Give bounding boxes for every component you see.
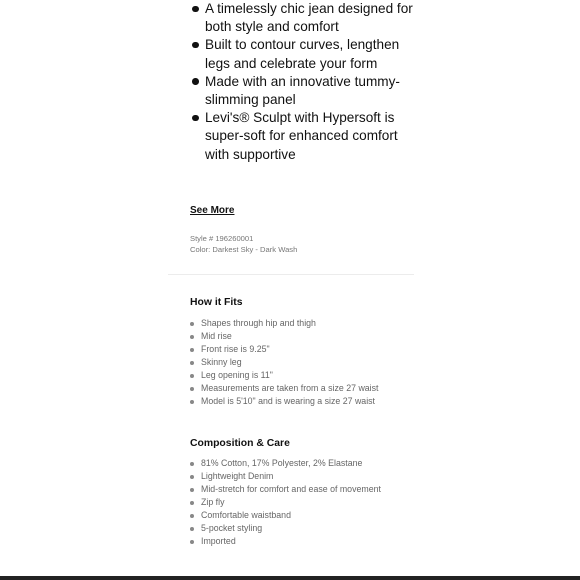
how-it-fits-title: How it Fits (190, 297, 243, 308)
bullet-icon (192, 6, 199, 13)
bullet-icon (190, 462, 194, 466)
composition-item-text: Imported (201, 536, 236, 546)
bullet-icon (190, 475, 194, 479)
composition-item-text: Lightweight Denim (201, 471, 274, 481)
section-divider (168, 274, 414, 275)
bullet-icon (190, 322, 194, 326)
list-item (190, 496, 410, 509)
composition-item-text: Comfortable waistband (201, 510, 291, 520)
fit-item-text: Measurements are taken from a size 27 waist (201, 383, 379, 393)
highlight-item (168, 0, 414, 36)
bullet-icon (190, 348, 194, 352)
highlight-text: Built to contour curves, lengthen legs and celebrate your form (205, 37, 400, 71)
list-item (190, 356, 410, 369)
list-item (190, 457, 410, 470)
bullet-icon (192, 78, 199, 85)
bullet-icon (190, 387, 194, 391)
composition-list (190, 457, 410, 548)
list-item (190, 382, 410, 395)
list-item (190, 343, 410, 356)
list-item (190, 535, 410, 548)
list-item (190, 317, 410, 330)
list-item (190, 395, 410, 408)
bottom-border (0, 576, 580, 580)
bullet-icon (190, 540, 194, 544)
bullet-icon (190, 514, 194, 518)
bullet-icon (192, 42, 199, 49)
highlight-text: A timelessly chic jean designed for both style and comfort (205, 1, 413, 35)
highlight-item (168, 73, 414, 109)
highlight-text: Made with an innovative tummy-slimming panel (205, 73, 400, 108)
fit-item-text: Front rise is 9.25" (201, 344, 270, 354)
composition-item-text: Zip fly (201, 497, 225, 507)
fit-item-text: Mid rise (201, 331, 232, 341)
list-item (190, 369, 410, 382)
list-item (190, 509, 410, 522)
style-number: Style # 196260001 (190, 234, 254, 243)
highlight-item (168, 109, 414, 164)
fit-item-text: Model is 5'10" and is wearing a size 27 waist (201, 396, 375, 406)
list-item (190, 470, 410, 483)
bullet-icon (190, 488, 194, 492)
fit-item-text: Shapes through hip and thigh (201, 318, 316, 328)
bullet-icon (190, 335, 194, 339)
highlight-text: Levi's® Sculpt with Hypersoft is super-soft for enhanced comfort with supportive (205, 110, 398, 162)
list-item (190, 330, 410, 343)
composition-item-text: 81% Cotton, 17% Polyester, 2% Elastane (201, 458, 363, 468)
bullet-icon (190, 501, 194, 505)
list-item (190, 522, 410, 535)
composition-item-text: Mid-stretch for comfort and ease of movement (201, 484, 381, 494)
fit-item-text: Skinny leg (201, 357, 242, 367)
bullet-icon (190, 527, 194, 531)
highlight-item (168, 36, 414, 72)
highlights-list (168, 0, 414, 164)
bullet-icon (190, 400, 194, 404)
composition-item-text: 5-pocket styling (201, 523, 263, 533)
list-item (190, 483, 410, 496)
product-details-panel (168, 0, 414, 580)
fit-item-text: Leg opening is 11" (201, 370, 273, 380)
how-it-fits-list (190, 317, 410, 408)
color-label: Color: Darkest Sky - Dark Wash (190, 245, 298, 254)
composition-title: Composition & Care (190, 438, 290, 449)
bullet-icon (192, 115, 199, 122)
bullet-icon (190, 361, 194, 365)
see-more-link[interactable]: See More (190, 205, 235, 216)
bullet-icon (190, 374, 194, 378)
